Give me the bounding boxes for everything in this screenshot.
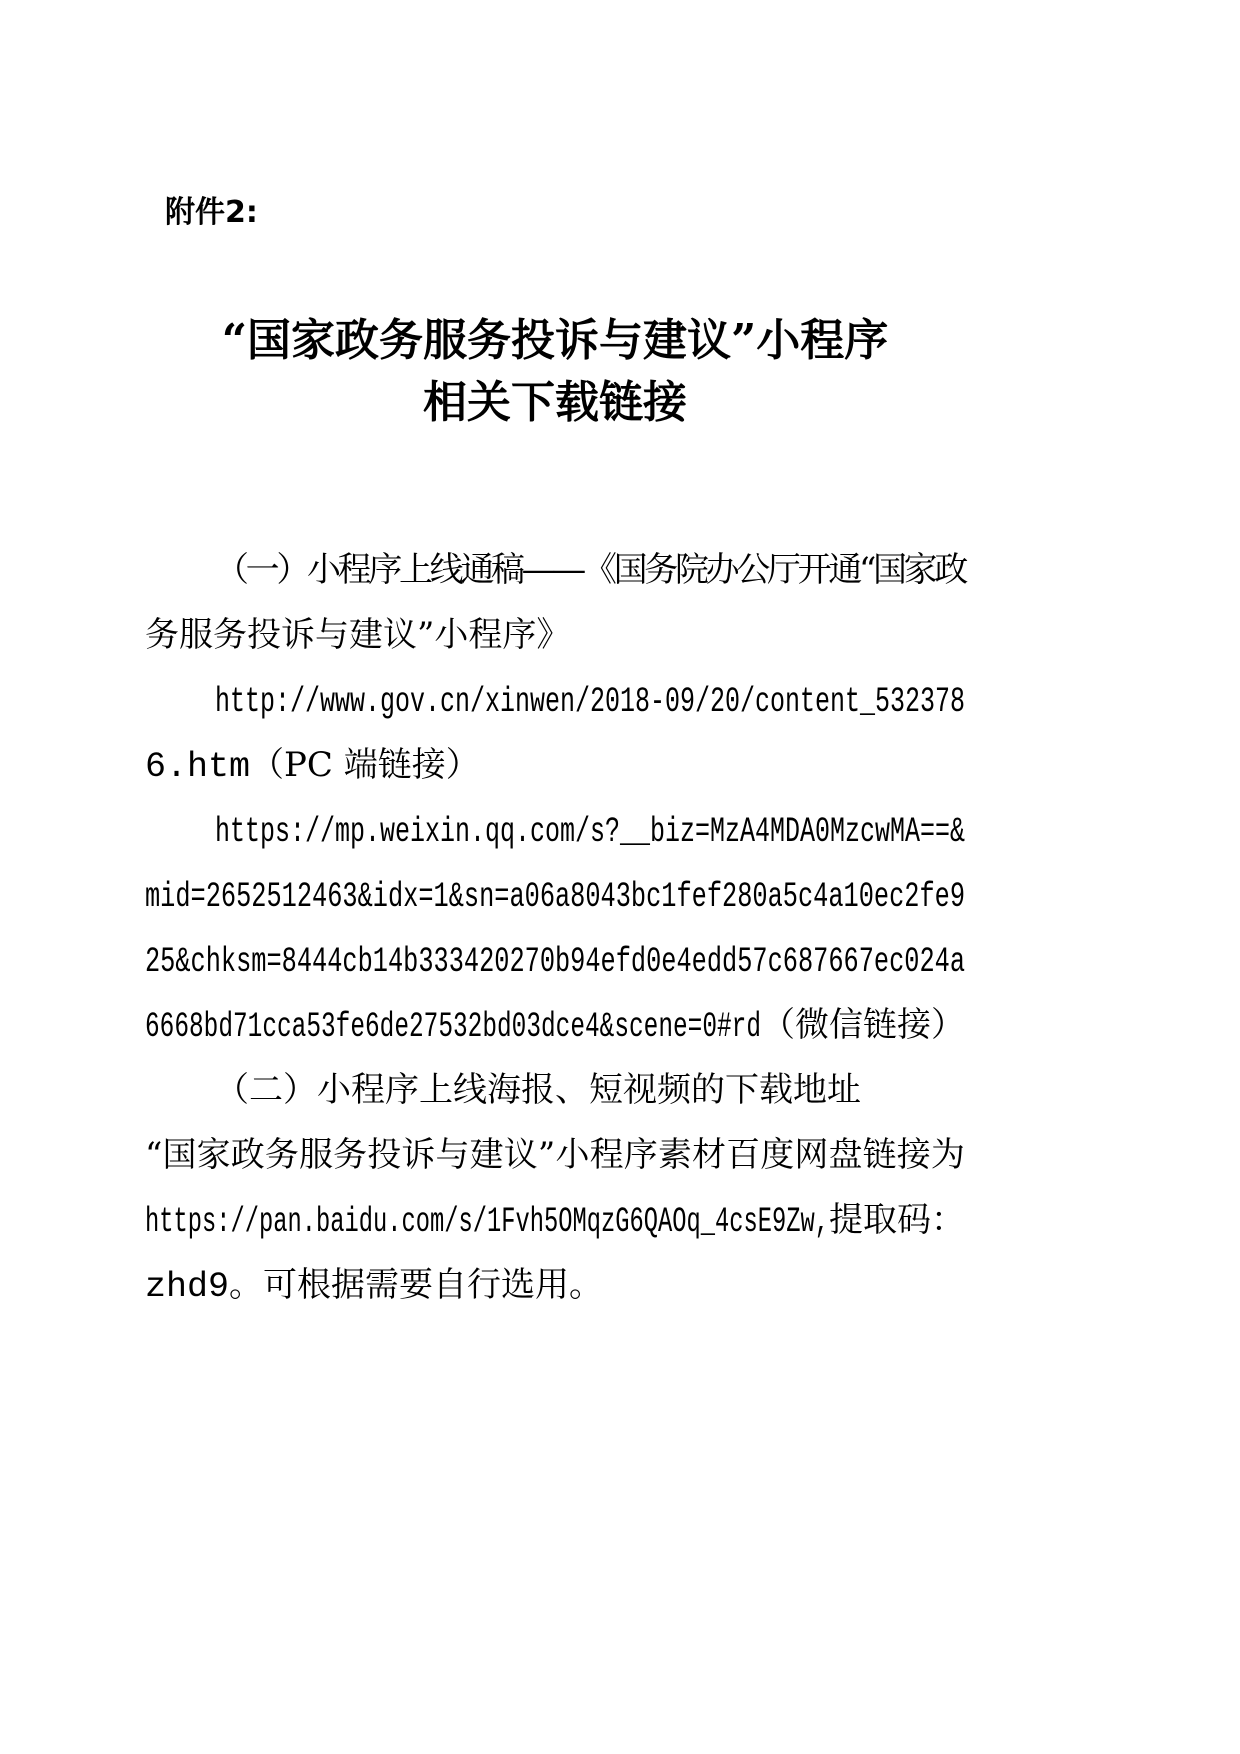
text-run-cjk: 提取码： [829,1200,965,1240]
text-run-latin: 25&chksm=8444cb14b333420270b94efd0e4edd57c687667ec024a [145,942,965,982]
body-line [145,538,965,603]
text-run-latin: https://pan.baidu.com/s/1Fvh5OMqzG6QAOq_4csE9Zw, [145,1202,829,1242]
text-run-latin: https://mp.weixin.qq.com/s?__biz=MzA4MDA0MzcwMA==& [215,812,965,852]
text-run-cjk: （一）小程序上线通稿——《国务院办公厅开通“国家政 [215,550,965,590]
body [145,538,965,1318]
body-line [145,668,965,733]
text-run-latin: http://www.gov.cn/xinwen/2018-09/20/content_532378 [215,682,965,722]
document-title-line1: “国家政务服务投诉与建议”小程序 [221,315,889,366]
document-title-line2: 相关下载链接 [423,377,687,428]
text-run-cjk: “国家政务服务投诉与建议”小程序素材百度网盘链接为 [145,1135,965,1175]
body-line [145,603,965,668]
text-run-cjk: 。可根据需要自行选用。 [229,1265,604,1305]
text-run-cjk: （二）小程序上线海报、短视频的下载地址 [215,1070,861,1110]
body-line [145,1058,965,1123]
body-line [145,1188,965,1253]
text-run-latin: zhd9 [145,1267,230,1307]
text-run-latin: 6.htm [145,747,251,787]
body-line [145,928,965,993]
body-line [145,733,965,798]
body-line [145,1253,965,1318]
text-run-cjk: （PC 端链接） [250,745,480,785]
text-run-latin: 6668bd71cca53fe6de27532bd03dce4&scene=0#rd [145,1007,761,1047]
body-line [145,1123,965,1188]
text-run-cjk: （微信链接） [761,1005,965,1045]
document-title [145,310,965,434]
body-line [145,863,965,928]
text-run-cjk: 务服务投诉与建议”小程序》 [145,615,571,655]
body-line [145,798,965,863]
attachment-label: 附件2: [165,195,258,230]
body-line [145,993,965,1058]
text-run-latin: mid=2652512463&idx=1&sn=a06a8043bc1fef280a5c4a10ec2fe9 [145,877,965,917]
